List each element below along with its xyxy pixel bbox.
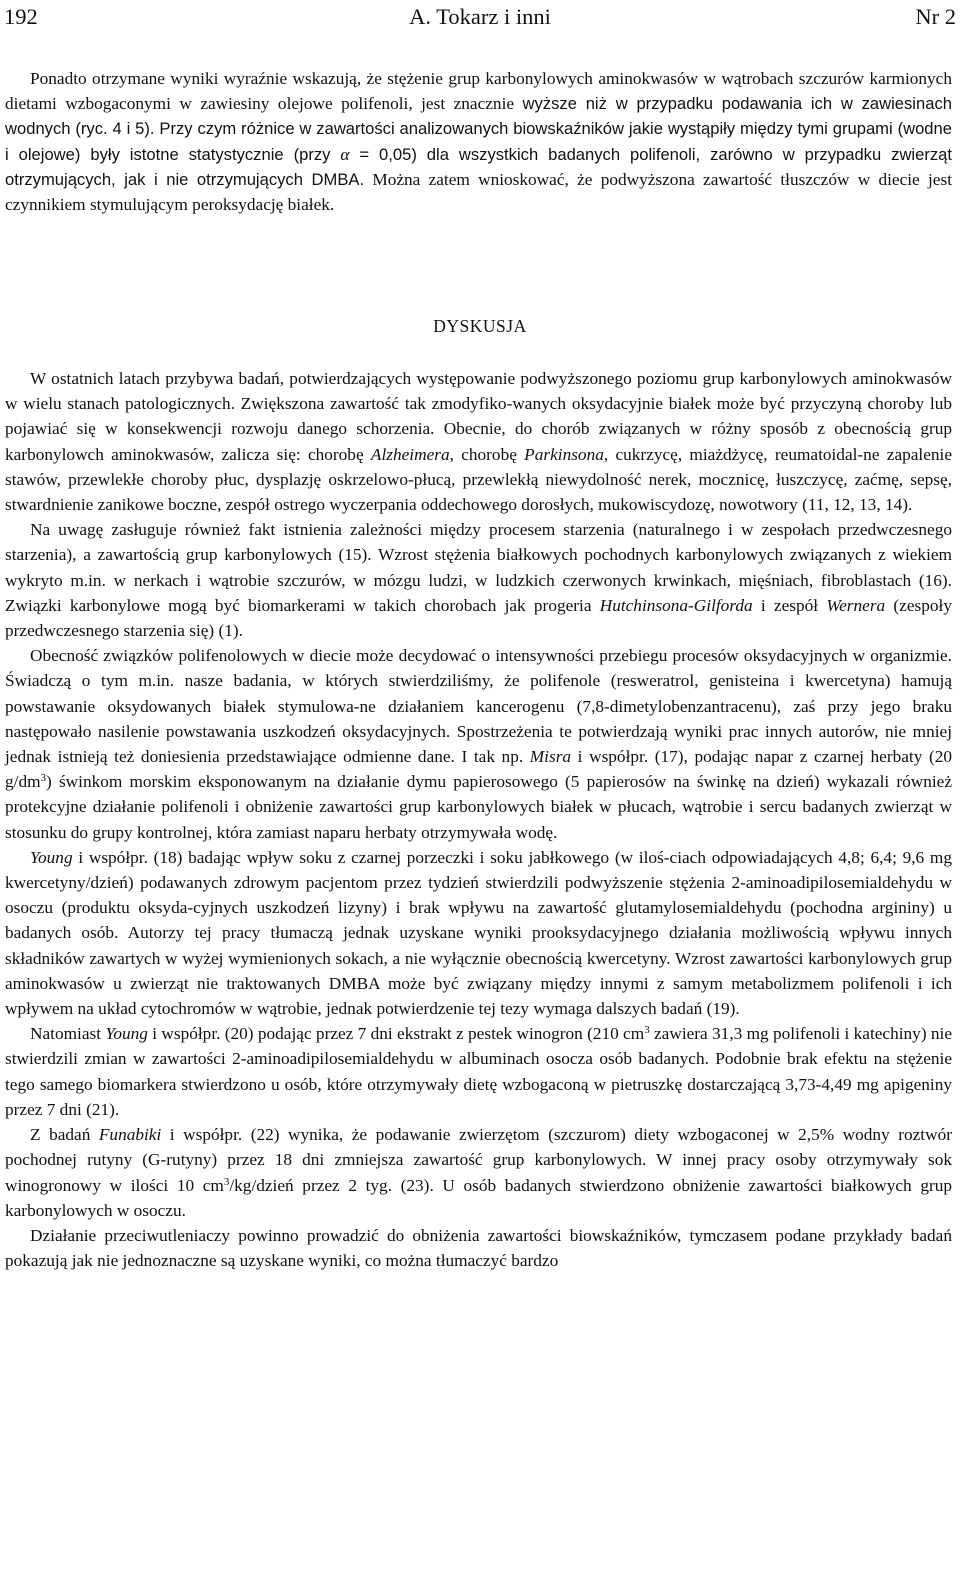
- page-number: 192: [4, 4, 38, 29]
- discussion-paragraph-3: Obecność związków polifenolowych w diecie może decydować o intensywności przebiegu procesów oksydacyjnych w organizmie. Świadczą o tym m.in. nasze badania, w których stwierdziliśmy, że polifenole (resweratrol, genisteina i kwercetyna) hamują powstawanie oksydowanych białek stymulowa-ne działaniem kancerogenu (7,8-dimetylobenzantracenu), zaś przy jego braku następowało nasilenie powstawania uszkodzeń oksydacyjnych. Spostrzeżenia te potwierdzają wyniki prac innych autorów, nie mniej jednak istnieją też doniesienia przedstawiające odmienne dane. I tak np. Misra i współpr. (17), podając napar z czarnej herbaty (20 $g/dm^3$) świnkom morskim eksponowanym na działanie dymu papierosowego (5 papierosów na świnkę na dzień) wykazali również protekcyjne działanie polifenoli i obniżenie zawartości grup karbonylowych białek w płucach, wątrobie i sercu badanych zwierząt w stosunku do grupy kontrolnej, która zamiast naparu herbaty otrzymywała wodę.: [5, 646, 953, 842]
- discussion-paragraph-6: Z badań Funabiki i współpr. (22) wynika, że podawanie zwierzętom (szczurom) diety wzbogaconej w 2,5% wodny roztwór pochodnej rutyny (G-rutyny) przez 18 dni zmniejsza zawartość grup karbonylowych. W innej pracy osoby otrzymywały sok winogronowy w ilości 10 $cm^3/kg$/dzień przez 2 tyg. (23). U osób badanych stwierdzono obniżenie zawartości białkowych grup karbonylowych w osoczu.: [5, 1125, 952, 1220]
- issue-number: Nr 2: [915, 4, 956, 29]
- results-section: [5, 66, 952, 217]
- results-paragraph: Ponadto otrzymane wyniki wyraźnie wskazują, że stężenie grup karbonylowych aminokwasów w wątrobach szczurów karmionych dietami wzbogaconymi w zawiesiny olejowe polifenoli, jest znacznie wyższe niż w przypadku podawania ich w zawiesinach wodnych (ryc. 4 i 5). Przy czym różnice w zawartości analizowanych biowskaźników jakie wystąpiły między tymi grupami (wodne i olejowe) były istotne statystycznie (przy α = 0,05) dla wszystkich badanych polifenoli, zarówno w przypadku zwierząt otrzymujących, jak i nie otrzymujących DMBA. Można zatem wnioskować, że podwyższona zawartość tłuszczów w diecie jest czynnikiem stymulującym peroksydację białek.: [5, 69, 953, 215]
- discussion-paragraph-2: Na uwagę zasługuje również fakt istnienia zależności między procesem starzenia (naturalnego i w zespołach przedwczesnego starzenia), a zawartością grup karbonylowych (15). Wzrost stężenia białkowych pochodnych karbonylowych związanych z wiekiem wykryto m.in. w nerkach i wątrobie szczurów, w mózgu ludzi, w ludzkich czerwonych krwinkach, mięśniach, fibroblastach (16). Związki karbonylowe mogą być biomarkerami w takich chorobach jak progeria Hutchinsona-Gilforda i zespół Wernera (zespoły przedwczesnego starzenia się) (1).: [5, 520, 952, 641]
- discussion-paragraph-1: W ostatnich latach przybywa badań, potwierdzających występowanie podwyższonego poziomu grup karbonylowych aminokwasów w wielu stanach patologicznych. Zwiększona zawartość tak zmodyfiko-wanych oksydacyjnie białek może być przyczyną choroby lub pojawiać się w konsekwencji rozwoju danego schorzenia. Obecnie, do chorób związanych w różny sposób z obecnością grup karbonylowch aminokwasów, zalicza się: chorobę Alzheimera, chorobę Parkinsona, cukrzycę, miażdżycę, reumatoidal-ne zapalenie stawów, przewlekłe choroby płuc, dysplazję oskrzelowo-płucą, przewlekłą niewydolność nerek, mocznicę, łuszczycę, zaćmę, sepsę, stwardnienie zanikowe boczne, zespół ostrego wyczerpania oddechowego dorosłych, mukowiscydozę, nowotwory (11, 12, 13, 14).: [5, 369, 953, 515]
- running-head-authors: A. Tokarz i inni: [409, 4, 551, 29]
- alpha-symbol: α: [340, 144, 350, 164]
- discussion-paragraph-5: Natomiast Young i współpr. (20) podając przez 7 dni ekstrakt z pestek winogron (210 $cm^3$ zawiera 31,3 mg polifenoli i katechiny) nie stwierdzili zmian w zawartości 2-aminoadipilosemialdehydu w albuminach osocza osób badanych. Podobnie brak efektu na stężenie tego samego biomarkera stwierdzono u osób, które otrzymywały dietę wzbogaconą w pietruszkę dostarczającą 3,73-4,49 mg apigeniny przez 7 dni (21).: [5, 1024, 953, 1119]
- running-head: [4, 4, 956, 38]
- discussion-paragraph-7: Działanie przeciwutleniaczy powinno prowadzić do obniżenia zawartości biowskaźników, tymczasem podane przykłady badań pokazują jak nie jednoznaczne są uzyskane wyniki, co można tłumaczyć bardzo: [5, 1225, 952, 1271]
- section-heading: DYSKUSJA: [433, 316, 527, 336]
- discussion-paragraph-4: Young i współpr. (18) badając wpływ soku z czarnej porzeczki i soku jabłkowego (w iloś-ciach odpowiadających 4,8; 6,4; 9,6 mg kwercetyny/dzień) podawanych zdrowym pacjentom przez tydzień stwierdzili podwyższenie stężenia 2-aminoadipilosemialdehydu w osoczu (produktu oksyda-cyjnych uszkodzeń lizyny) i brak wpływu na zawartość glutamylosemialdehydu (pochodna argininy) u badanych osób. Autorzy tej pracy tłumaczą jednak uzyskane wyniki prooksydacyjnego działania możliwością wpływu innych składników zawartych w wyżej wymienionych sokach, a nie wyłącznie obecnością kwercetyny. Wzrost zawartości karbonylowych grup aminokwasów u zwierząt nie traktowanych DMBA może być związany między innymi z samym metabolizmem polifenoli i ich wpływem na układ cytochromów w wątrobie, jednak potwierdzenie tej tezy wymaga dalszych badań (19).: [5, 847, 952, 1019]
- discussion-section: [5, 366, 952, 1273]
